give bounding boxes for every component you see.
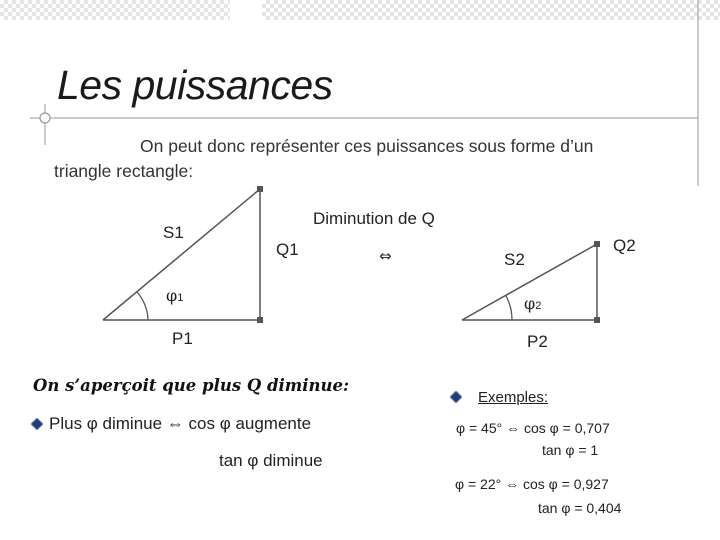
triangle-2-base-label: P2 xyxy=(527,332,548,351)
example-2-line-1: φ = 22° ⇔ cos φ = 0,927 xyxy=(455,476,609,492)
phi-symbol: φ xyxy=(166,286,178,305)
example-1-line-2: tan φ = 1 xyxy=(542,442,599,458)
triangle-1-angle-arc xyxy=(137,292,148,320)
page-title: Les puissances xyxy=(57,62,333,108)
equivalence-arrow-icon: ⇔ xyxy=(379,247,392,265)
conclusion-heading: On s’aperçoit que plus Q diminue: xyxy=(33,376,350,395)
diamond-bullet-icon xyxy=(450,391,462,403)
triangle-1-base-label: P1 xyxy=(172,329,193,348)
diamond-bullet-icon xyxy=(31,418,43,430)
example-1-line-1: φ = 45° ⇔ cos φ = 0,707 xyxy=(456,420,610,436)
intro-line-2: triangle rectangle: xyxy=(54,161,194,181)
triangle-1-hypotenuse-label: S1 xyxy=(163,223,184,242)
examples-heading-row xyxy=(450,389,548,406)
triangle-2-angle-arc xyxy=(506,296,512,320)
diminution-caption: Diminution de Q xyxy=(313,209,435,228)
angle-subscript: 1 xyxy=(177,292,184,304)
example-2-line-2: tan φ = 0,404 xyxy=(538,500,622,516)
triangle-2-angle-label xyxy=(524,294,541,314)
triangle-2-vertical-label: Q2 xyxy=(613,236,636,255)
triangle-2-hypotenuse-label: S2 xyxy=(504,250,525,269)
triangle-1-vertical-label: Q1 xyxy=(276,240,299,259)
conclusion-line-2: tan φ diminue xyxy=(219,451,323,470)
conclusion-line-1 xyxy=(31,414,311,434)
examples-heading: Exemples: xyxy=(478,389,549,406)
conclusion-line-1-text: Plus φ diminue ⇔ cos φ augmente xyxy=(49,414,312,433)
angle-subscript: 2 xyxy=(535,300,542,312)
triangle-1-angle-label xyxy=(166,286,183,306)
phi-symbol: φ xyxy=(524,294,536,313)
intro-line-1: On peut donc représenter ces puissances sous forme d’un xyxy=(140,136,594,156)
